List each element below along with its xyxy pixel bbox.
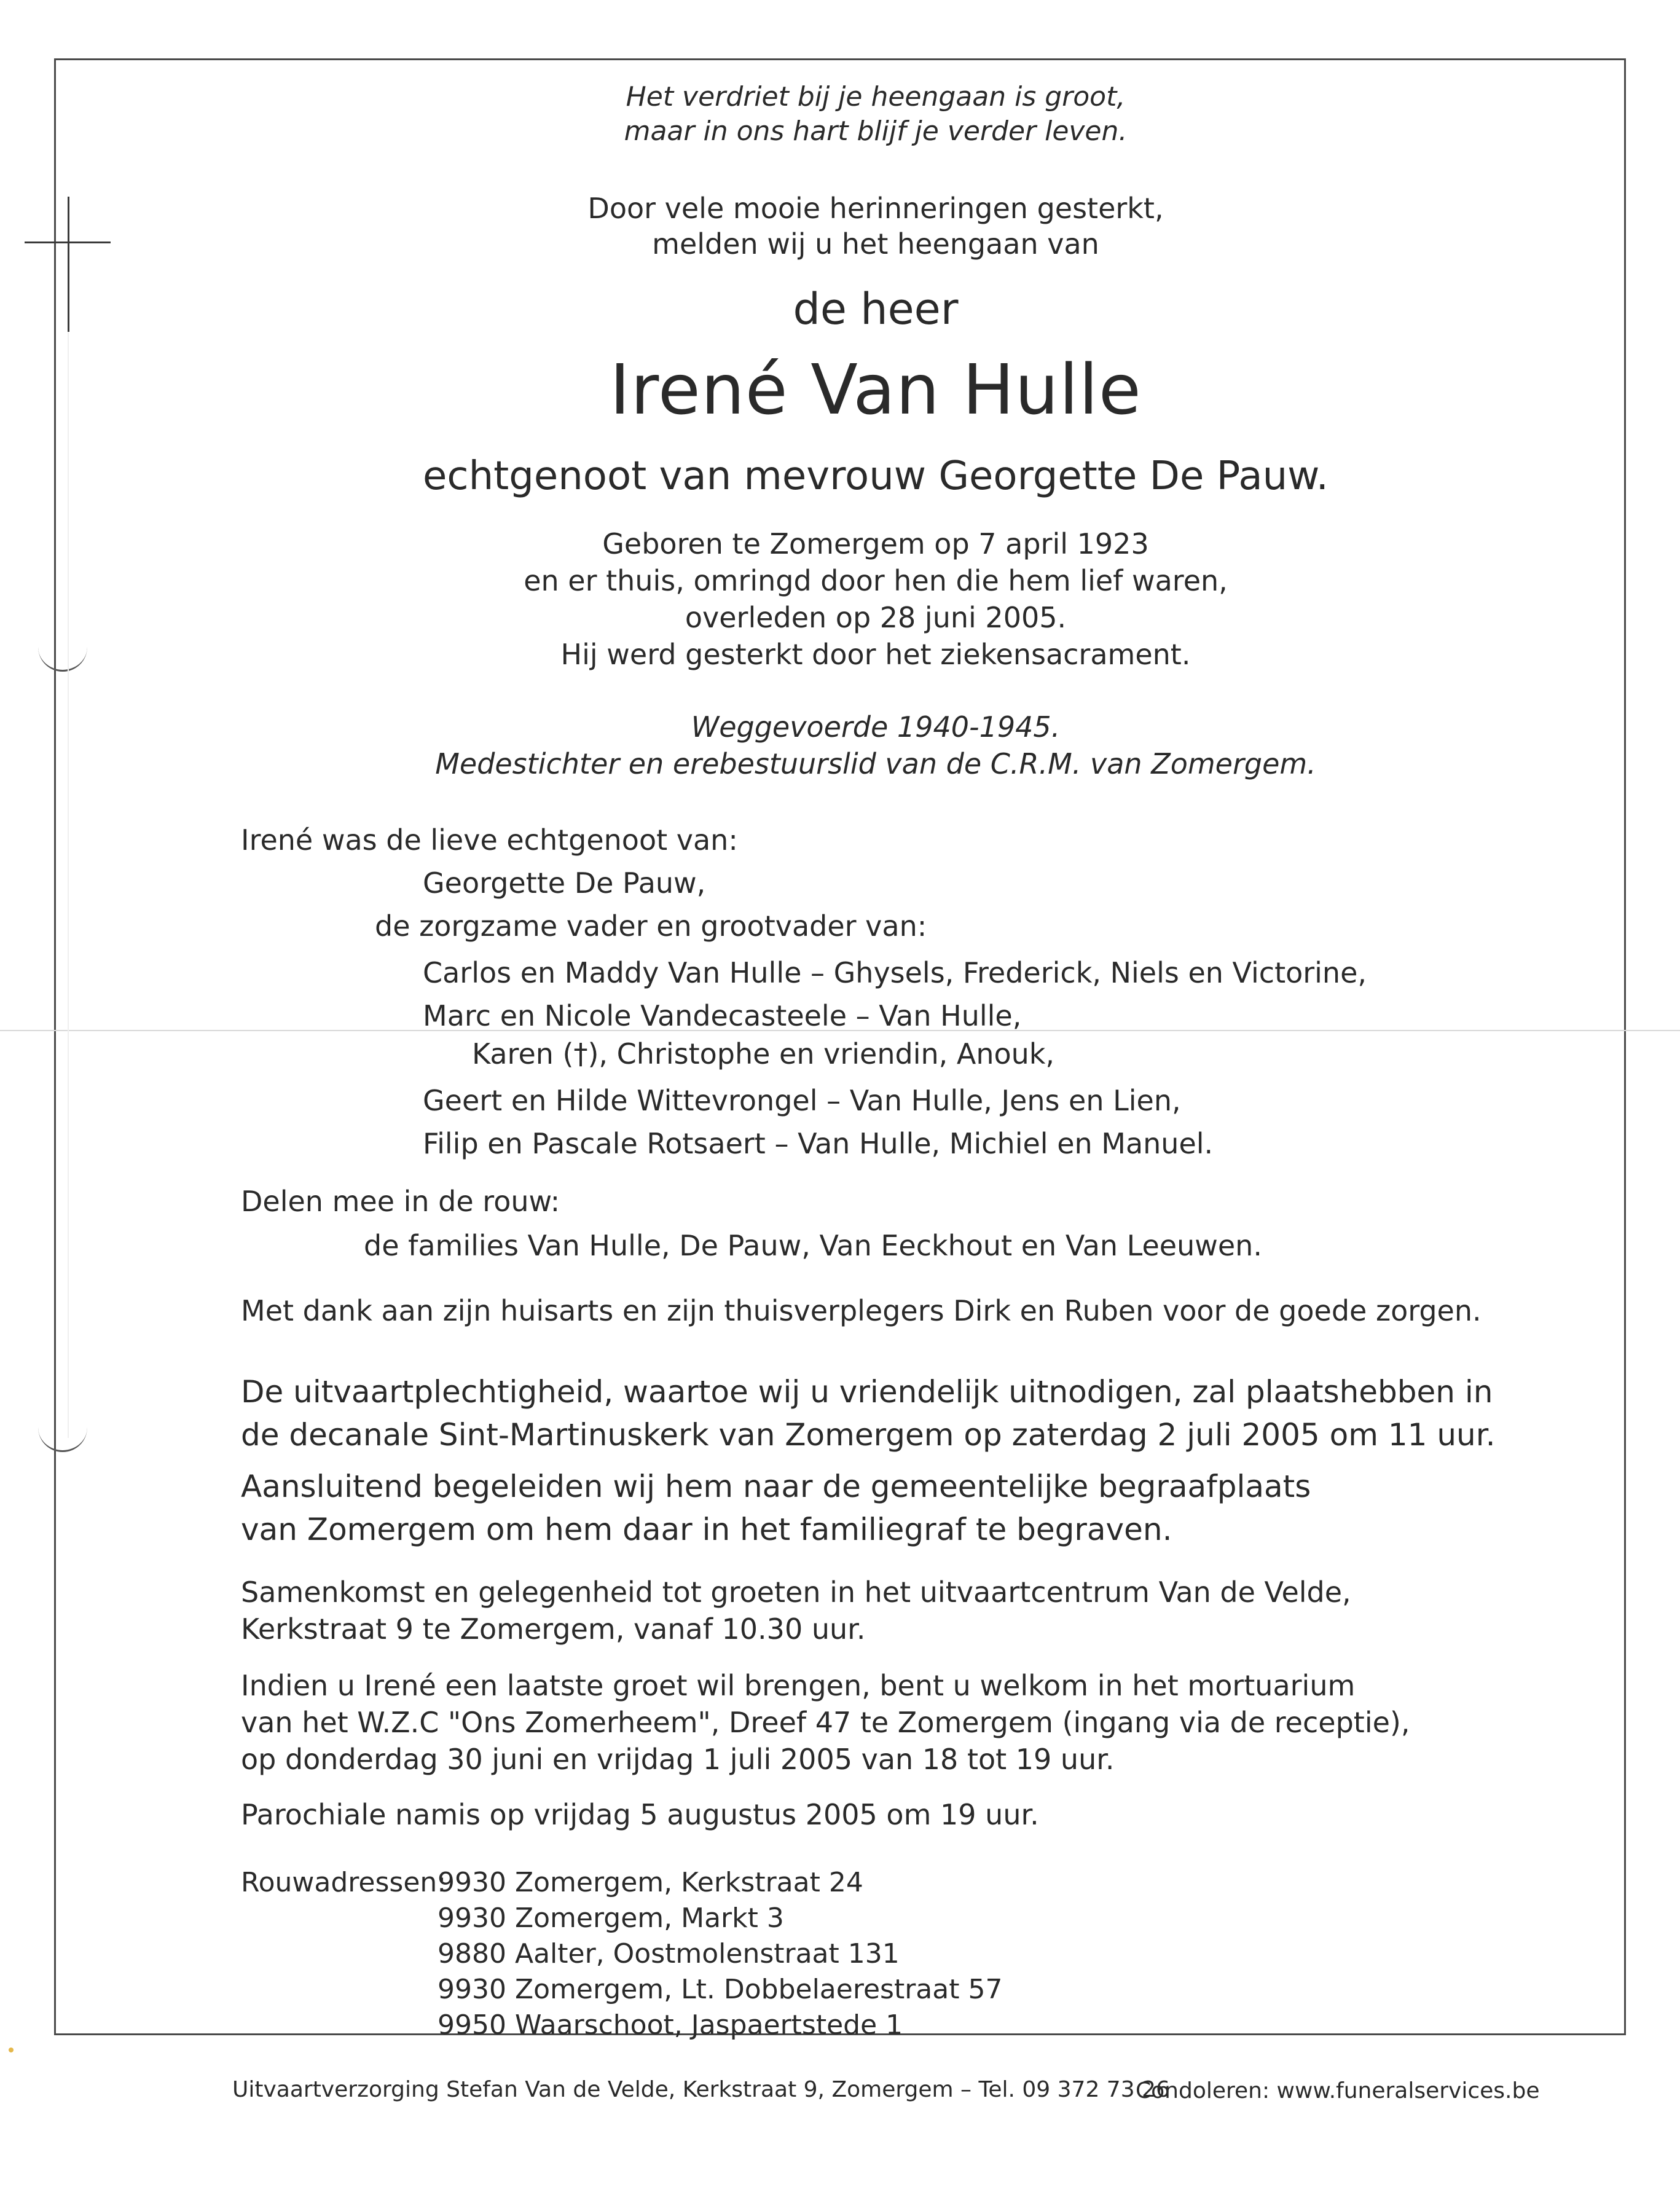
address-item-5: 9950 Waarschoot, Jaspaertstede 1	[438, 2009, 903, 2041]
birth-line-3: overleden op 28 juni 2005.	[685, 601, 1067, 634]
condolences-footer: Condoleren: www.funeralservices.be	[1136, 2078, 1540, 2103]
birth-line-4: Hij werd gesterkt door het ziekensacrament.	[560, 638, 1191, 671]
family-intro: Irené was de lieve echtgenoot van:	[241, 823, 738, 857]
mourning-families: de families Van Hulle, De Pauw, Van Eeckhout en Van Leeuwen.	[364, 1229, 1262, 1262]
honor-line-2: Medestichter en erebestuurslid van de C.R.M. van Zomergem.	[435, 747, 1316, 780]
visit-line-2: van het W.Z.C "Ons Zomerheem", Dreef 47 te Zomergem (ingang via de receptie),	[241, 1706, 1410, 1739]
address-item-3: 9880 Aalter, Oostmolenstraat 131	[438, 1938, 900, 1969]
ceremony-line-2: de decanale Sint-Martinuskerk van Zomergem op zaterdag 2 juli 2005 om 11 uur.	[241, 1417, 1496, 1453]
title-prefix: de heer	[793, 284, 959, 334]
deceased-name: Irené Van Hulle	[610, 350, 1142, 430]
child-line-1: Carlos en Maddy Van Hulle – Ghysels, Frederick, Niels en Victorine,	[423, 956, 1367, 989]
child-line-2: Marc en Nicole Vandecasteele – Van Hulle,	[423, 999, 1022, 1032]
visit-line-3: op donderdag 30 juni en vrijdag 1 juli 2005 van 18 tot 19 uur.	[241, 1743, 1115, 1776]
family-spouse: Georgette De Pauw,	[423, 866, 706, 900]
spouse-line: echtgenoot van mevrouw Georgette De Pauw.	[423, 454, 1329, 499]
ceremony-line-3: Aansluitend begeleiden wij hem naar de gemeentelijke begraafplaats	[241, 1469, 1311, 1504]
gathering-line-1: Samenkomst en gelegenheid tot groeten in het uitvaartcentrum Van de Velde,	[241, 1576, 1351, 1609]
poem-line-1: Het verdriet bij je heengaan is groot,	[626, 81, 1126, 112]
family-role: de zorgzame vader en grootvader van:	[375, 909, 927, 943]
address-item-2: 9930 Zomergem, Markt 3	[438, 1903, 784, 1934]
mass-line: Parochiale namis op vrijdag 5 augustus 2005 om 19 uur.	[241, 1798, 1039, 1831]
intro-line-1: Door vele mooie herinneringen gesterkt,	[587, 192, 1164, 225]
thanks-line: Met dank aan zijn huisarts en zijn thuisverplegers Dirk en Ruben voor de goede zorgen.	[241, 1294, 1482, 1327]
child-line-5: Filip en Pascale Rotsaert – Van Hulle, Michiel en Manuel.	[423, 1127, 1214, 1160]
margin-crease	[68, 332, 69, 1438]
honor-line-1: Weggevoerde 1940-1945.	[691, 710, 1061, 744]
ceremony-line-4: van Zomergem om hem daar in het familiegraf te begraven.	[241, 1512, 1172, 1547]
child-line-3: Karen (†), Christophe en vriendin, Anouk,	[472, 1037, 1055, 1070]
scan-speck	[9, 2048, 14, 2052]
child-line-4: Geert en Hilde Wittevrongel – Van Hulle, Jens en Lien,	[423, 1084, 1181, 1117]
undertaker-footer: Uitvaartverzorging Stefan Van de Velde, Kerkstraat 9, Zomergem – Tel. 09 372 73 26	[232, 2077, 1170, 2102]
ceremony-line-1: De uitvaartplechtigheid, waartoe wij u vriendelijk uitnodigen, zal plaatshebben in	[241, 1374, 1493, 1410]
address-item-1: 9930 Zomergem, Kerkstraat 24	[438, 1867, 863, 1898]
address-item-4: 9930 Zomergem, Lt. Dobbelaerestraat 57	[438, 1974, 1003, 2005]
birth-line-2: en er thuis, omringd door hen die hem lief waren,	[524, 564, 1228, 597]
addresses-label: Rouwadressen:	[241, 1867, 447, 1898]
visit-line-1: Indien u Irené een laatste groet wil brengen, bent u welkom in het mortuarium	[241, 1669, 1356, 1702]
birth-line-1: Geboren te Zomergem op 7 april 1923	[602, 527, 1149, 560]
gathering-line-2: Kerkstraat 9 te Zomergem, vanaf 10.30 uur.	[241, 1612, 866, 1646]
poem-line-2: maar in ons hart blijf je verder leven.	[624, 116, 1128, 147]
intro-line-2: melden wij u het heengaan van	[652, 227, 1099, 261]
mourning-label: Delen mee in de rouw:	[241, 1185, 560, 1218]
